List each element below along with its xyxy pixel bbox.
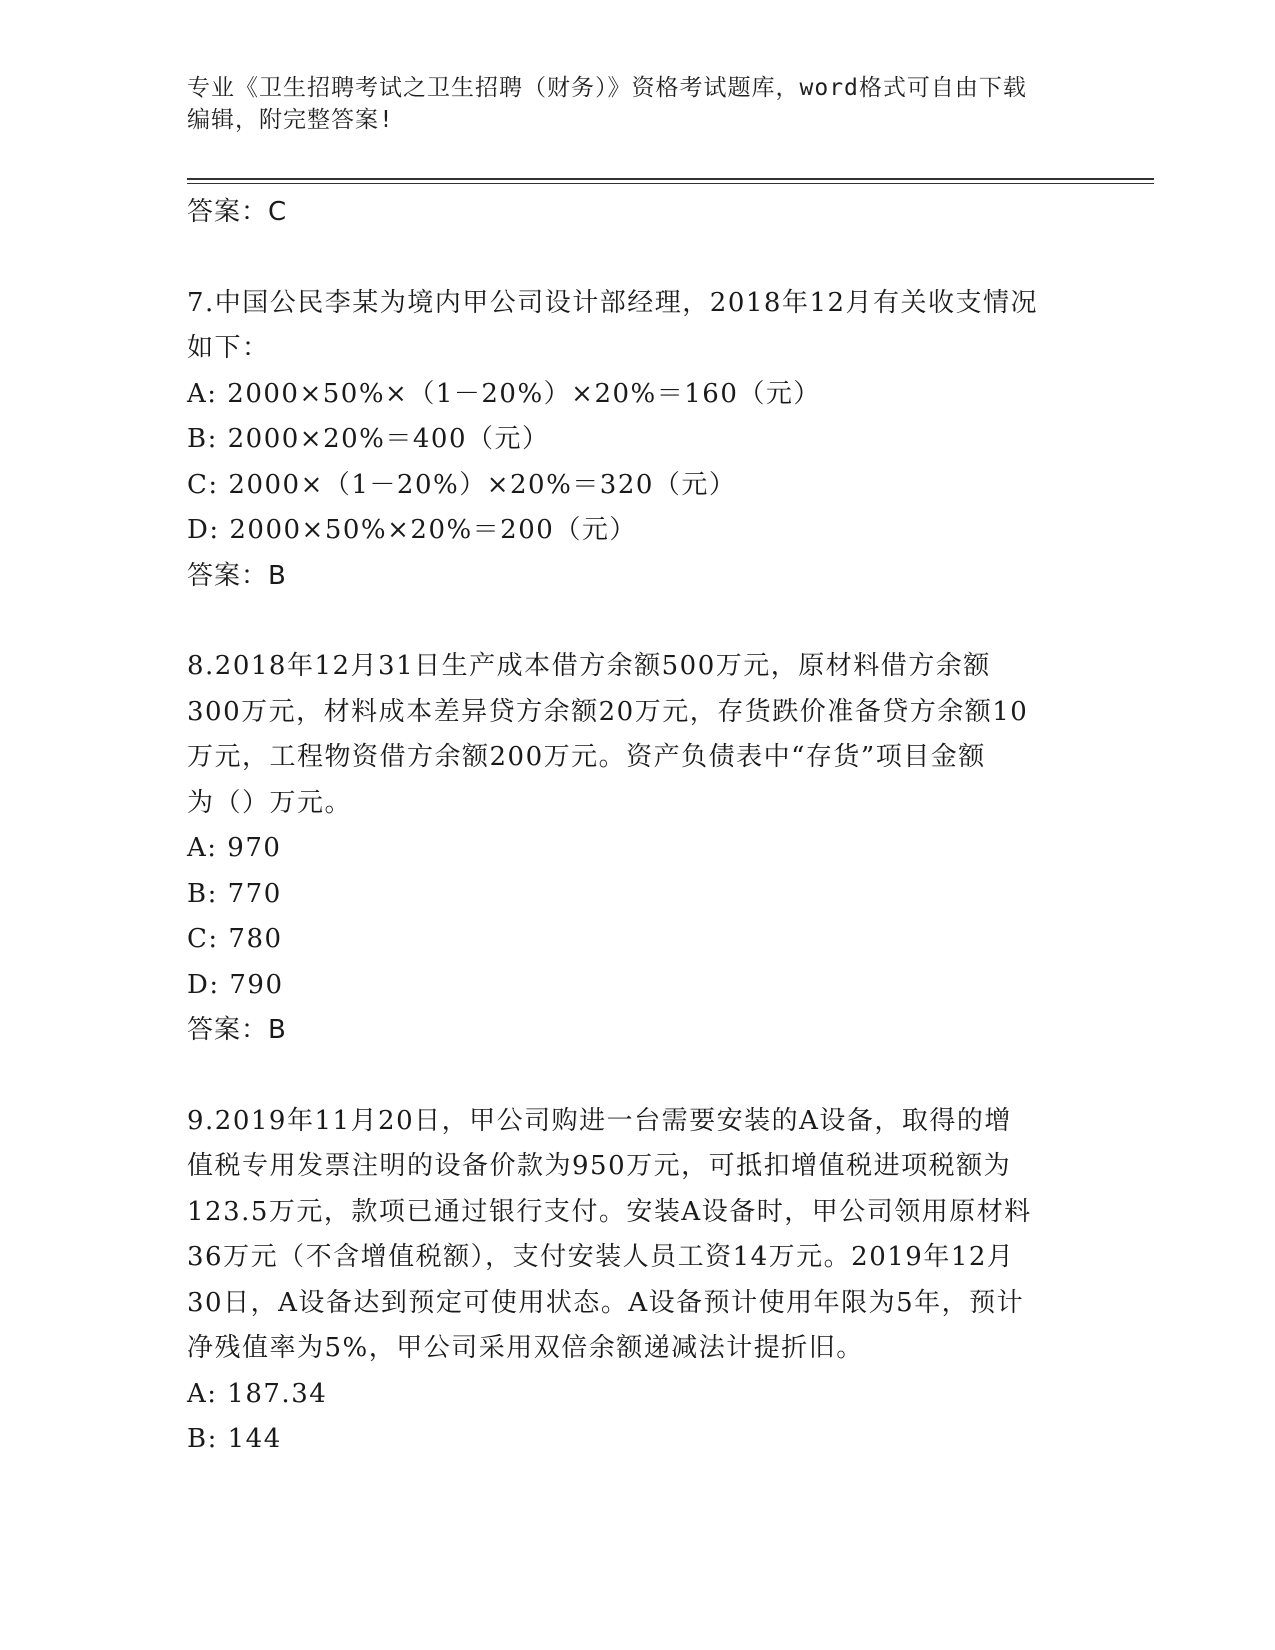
question-stem-line: 值税专用发票注明的设备价款为950万元，可抵扣增值税进项税额为 bbox=[187, 1151, 1012, 1181]
question-stem-line: 300万元，材料成本差异贷方余额20万元，存货跌价准备贷方余额10 bbox=[187, 696, 1029, 727]
option-b: B: 144 bbox=[187, 1424, 282, 1454]
document-body bbox=[187, 190, 1087, 1463]
option-a: A: 970 bbox=[187, 833, 282, 863]
page-header bbox=[187, 72, 1087, 136]
question-9 bbox=[187, 1099, 1087, 1463]
option-c: C: 780 bbox=[187, 924, 283, 954]
question-stem-line: 为（）万元。 bbox=[187, 787, 353, 818]
question-stem-line: 如下： bbox=[187, 333, 270, 363]
question-stem-line: 123.5万元，款项已通过银行支付。安装A设备时，甲公司领用原材料 bbox=[187, 1196, 1032, 1227]
question-8 bbox=[187, 644, 1087, 1054]
question-7 bbox=[187, 281, 1087, 600]
question-stem-line: 30日，A设备达到预定可使用状态。A设备预计使用年限为5年，预计 bbox=[187, 1287, 1025, 1318]
header-divider-thick bbox=[187, 178, 1154, 180]
option-d: D: 790 bbox=[187, 969, 284, 1000]
option-a: A: 2000×50%×（1－20%）×20%＝160（元） bbox=[187, 378, 821, 409]
option-c: C: 2000×（1－20%）×20%＝320（元） bbox=[187, 469, 737, 500]
option-a: A: 187.34 bbox=[187, 1378, 328, 1409]
answer-label: 答案：B bbox=[187, 1015, 287, 1045]
header-line-2: 编辑，附完整答案! bbox=[187, 107, 394, 133]
header-divider-thin bbox=[187, 183, 1154, 184]
answer-label: 答案：B bbox=[187, 560, 287, 591]
question-stem-line: 36万元（不含增值税额），支付安装人员工资14万元。2019年12月 bbox=[187, 1242, 1015, 1272]
question-stem-line: 8.2018年12月31日生产成本借方余额500万元，原材料借方余额 bbox=[187, 651, 991, 681]
question-stem-line: 9.2019年11月20日，甲公司购进一台需要安装的A设备，取得的增 bbox=[187, 1105, 1012, 1136]
question-stem-line: 净残值率为5%，甲公司采用双倍余额递减法计提折旧。 bbox=[187, 1333, 864, 1363]
header-line-1: 专业《卫生招聘考试之卫生招聘（财务）》资格考试题库，word格式可自由下载 bbox=[187, 75, 1027, 101]
previous-answer: 答案：C bbox=[187, 197, 288, 227]
question-stem-line: 万元，工程物资借方余额200万元。资产负债表中“存货”项目金额 bbox=[187, 742, 986, 772]
option-b: B: 2000×20%＝400（元） bbox=[187, 424, 550, 454]
option-b: B: 770 bbox=[187, 878, 282, 909]
option-d: D: 2000×50%×20%＝200（元） bbox=[187, 515, 637, 545]
question-stem-line: 7.中国公民李某为境内甲公司设计部经理，2018年12月有关收支情况 bbox=[187, 287, 1039, 318]
